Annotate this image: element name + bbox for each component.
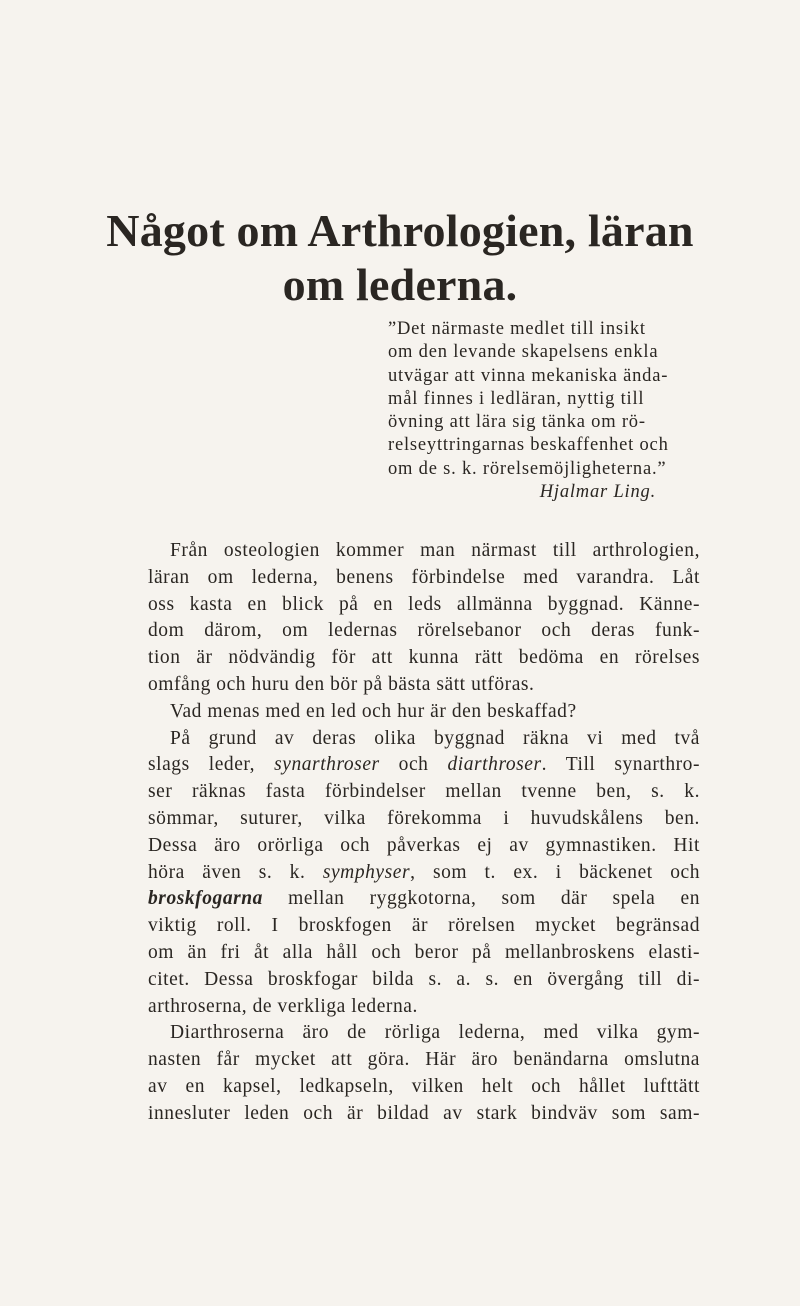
- text-line: Diarthroserna äro de rörliga lederna, med vilka gym-: [170, 1022, 700, 1044]
- text-line: [148, 860, 700, 887]
- text-line: omfång och huru den bör på bästa sätt utföras.: [148, 673, 535, 695]
- text-line: sömmar, suturer, vilka förekomma i huvudskålens ben.: [148, 807, 700, 829]
- term-synarthroser: synarthroser: [274, 754, 380, 776]
- text-line: tion är nödvändig för att kunna rätt bedöma en rörelses: [148, 647, 700, 669]
- text-run: slags leder,: [148, 754, 275, 776]
- text-run: och: [379, 754, 448, 776]
- term-broskfogarna: broskfogarna: [148, 888, 263, 910]
- text-line: nasten får mycket att göra. Här äro benändarna omslutna: [148, 1049, 700, 1071]
- epigraph-line: om de s. k. rörelsemöjligheterna.”: [388, 458, 667, 479]
- text-line: [148, 752, 700, 779]
- text-line: dom därom, om ledernas rörelsebanor och deras funk-: [148, 620, 700, 642]
- epigraph-line: ”Det närmaste medlet till insikt: [388, 319, 646, 339]
- epigraph-line: relseyttringarnas beskaffenhet och: [388, 435, 669, 456]
- text-line: [148, 886, 700, 913]
- text-line: På grund av deras olika byggnad räkna vi med två: [170, 727, 700, 749]
- text-run: , som t. ex. i bäckenet och: [410, 861, 700, 883]
- text-line: läran om lederna, benens förbindelse med varandra. Låt: [148, 566, 700, 588]
- text-line: ser räknas fasta förbindelser mellan tvenne ben, s. k.: [148, 781, 700, 803]
- chapter-title-line-2: om lederna.: [282, 259, 518, 310]
- epigraph-quote: [388, 318, 698, 504]
- text-run: mellan ryggkotorna, som där spela en: [262, 888, 700, 910]
- epigraph-author: Hjalmar Ling.: [539, 482, 656, 503]
- text-line: innesluter leden och är bildad av stark bindväv som sam-: [148, 1102, 700, 1124]
- epigraph-line: mål finnes i ledläran, nyttig till: [388, 388, 645, 409]
- epigraph-line: utvägar att vinna mekaniska ända-: [388, 365, 669, 386]
- text-line: Dessa äro orörliga och påverkas ej av gymnastiken. Hit: [148, 834, 700, 856]
- term-diarthroser: diarthroser: [447, 754, 542, 776]
- text-line: om än fri åt alla håll och beror på mellanbroskens elasti-: [148, 941, 700, 963]
- text-line: oss kasta en blick på en leds allmänna byggnad. Känne-: [148, 593, 700, 615]
- epigraph-line: om den levande skapelsens enkla: [388, 342, 659, 363]
- text-line: viktig roll. I broskfogen är rörelsen mycket begränsad: [148, 915, 700, 937]
- chapter-title-line-1: Något om Arthrologien, läran: [106, 205, 694, 256]
- term-symphyser: symphyser: [322, 861, 411, 883]
- text-line: arthroserna, de verkliga lederna.: [148, 995, 418, 1017]
- text-line: Från osteologien kommer man närmast till arthrologien,: [170, 540, 700, 561]
- epigraph-line: övning att lära sig tänka om rö-: [388, 412, 646, 433]
- text-run: höra även s. k.: [148, 861, 323, 883]
- text-run: . Till synarthro-: [541, 754, 701, 776]
- body-text: [148, 538, 700, 1128]
- text-line: citet. Dessa broskfogar bilda s. a. s. en övergång till di-: [148, 968, 700, 990]
- text-line: Vad menas med en led och hur är den beskaffad?: [170, 700, 577, 722]
- text-line: av en kapsel, ledkapseln, vilken helt och hållet lufttätt: [148, 1075, 700, 1097]
